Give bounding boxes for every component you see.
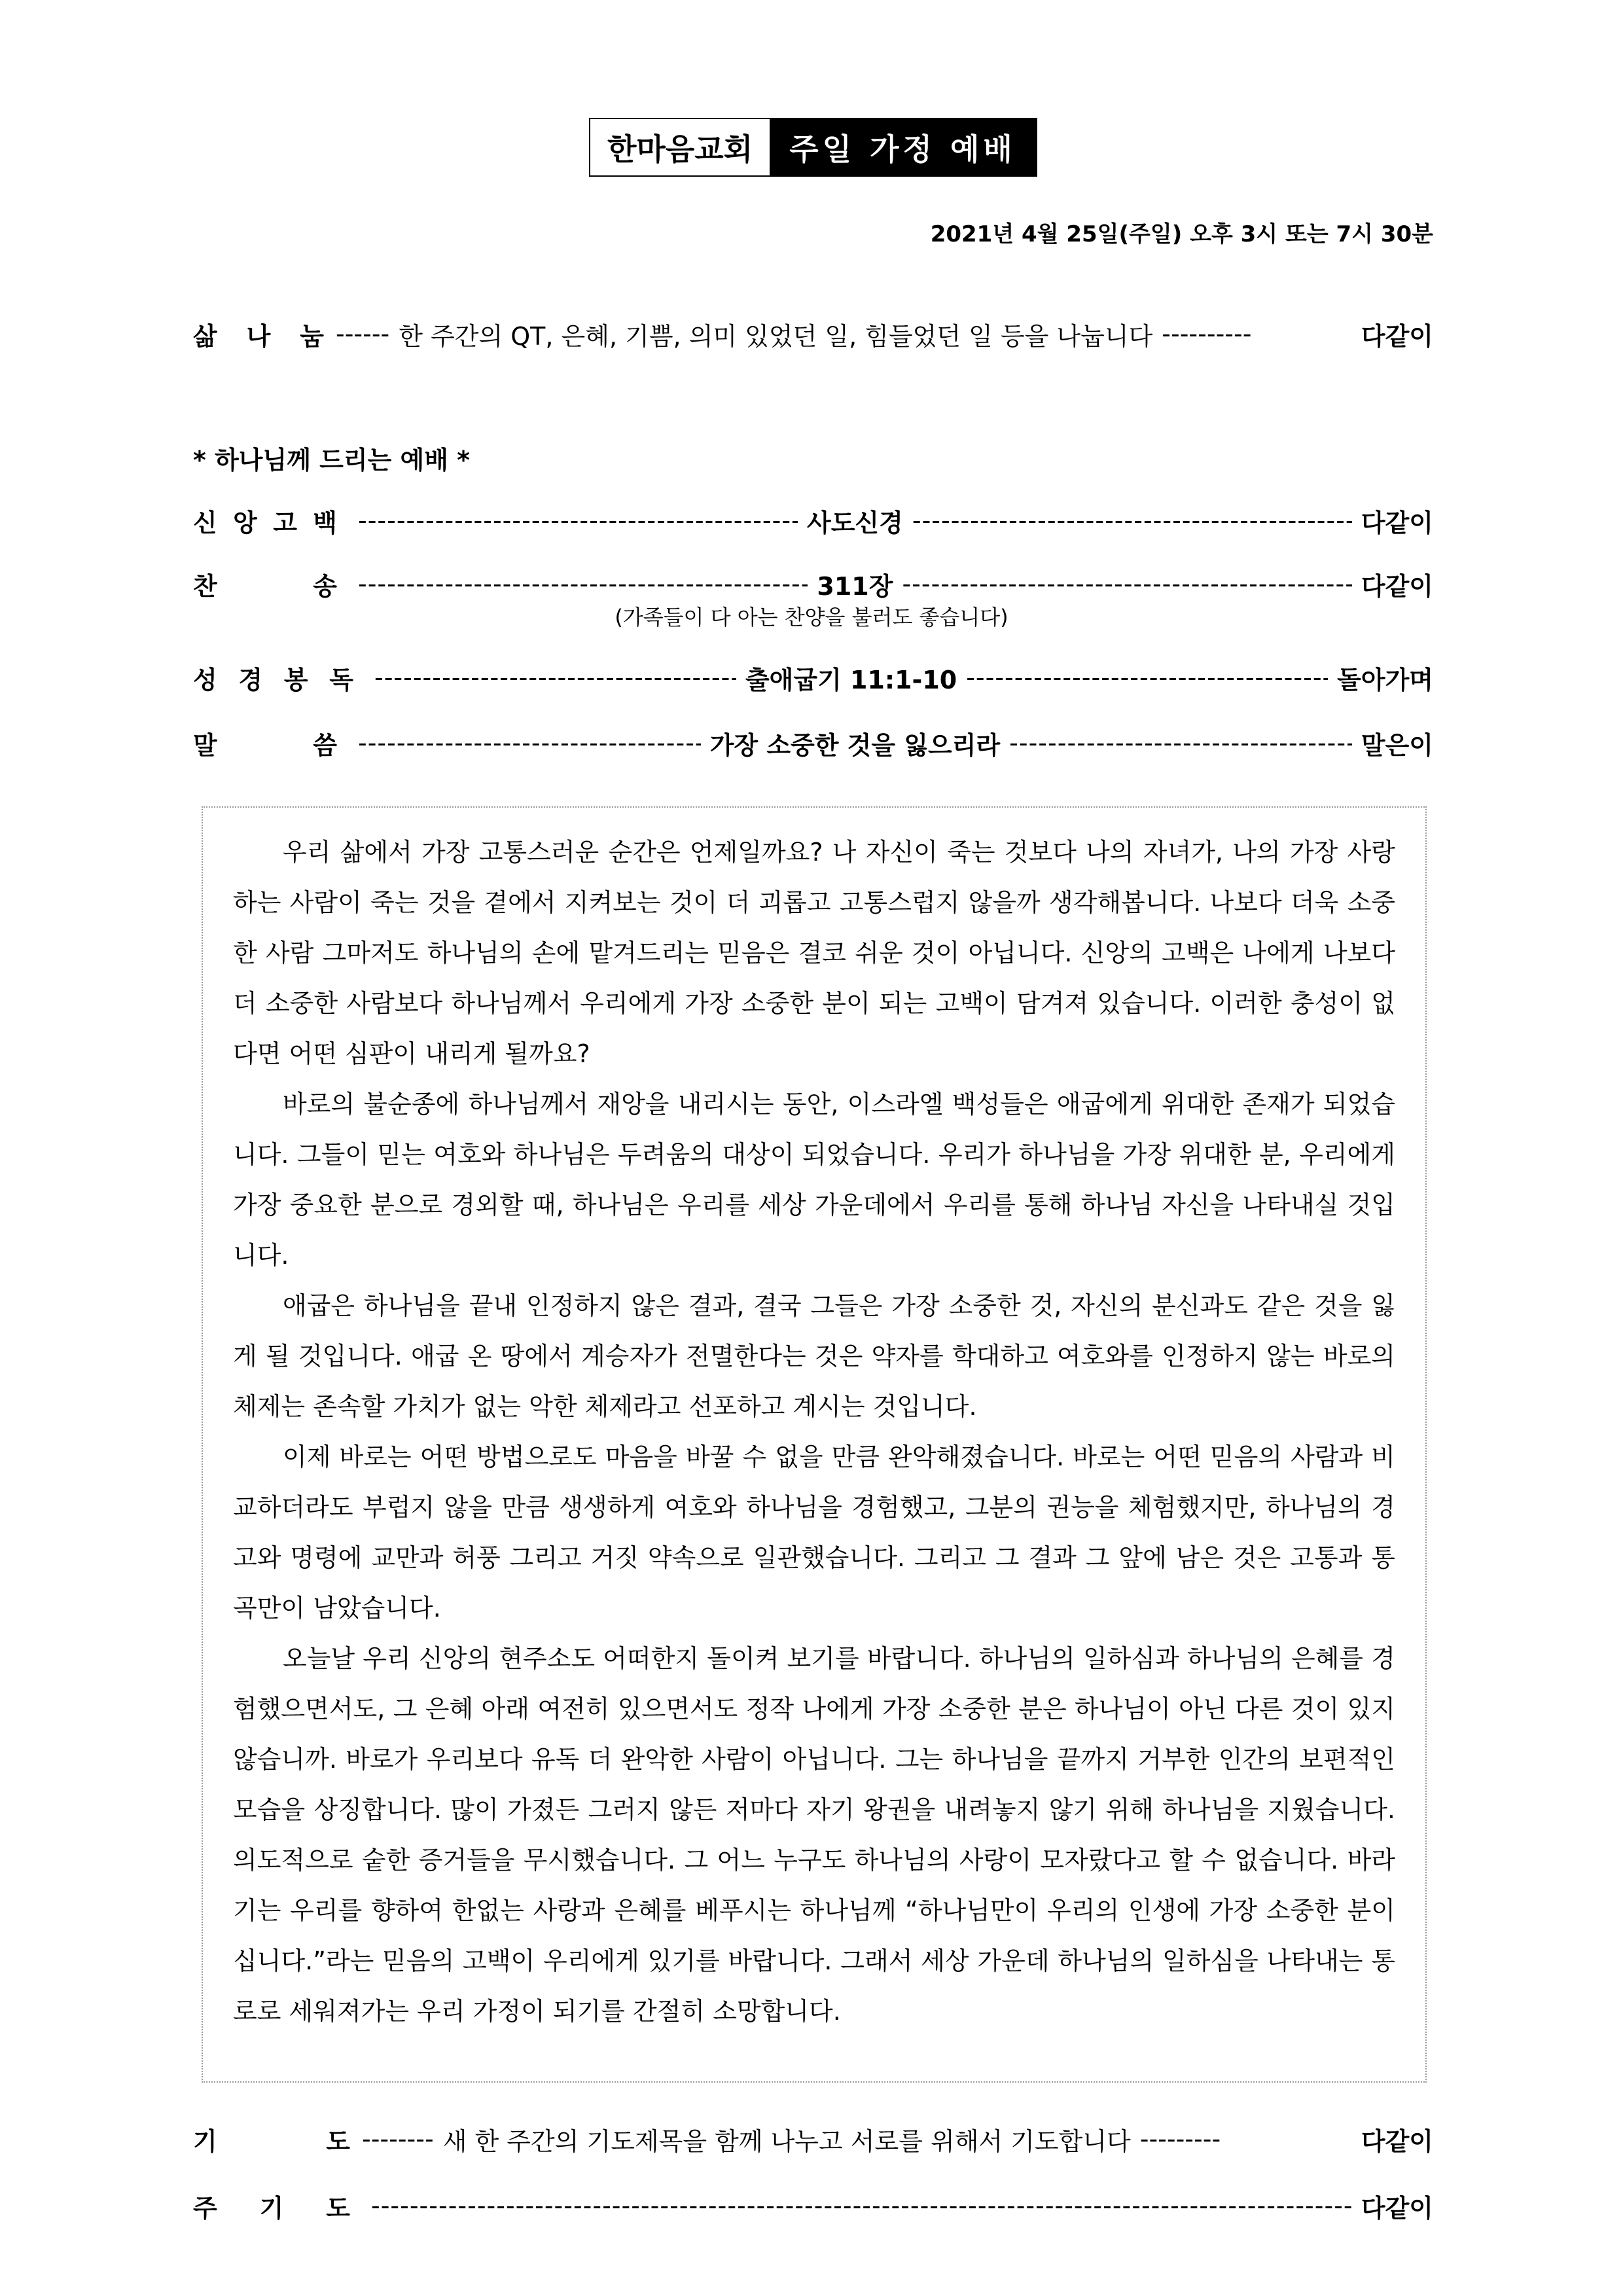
lords-prayer-label: 주 기 도 [193, 2193, 350, 2223]
creed-who: 다같이 [1361, 508, 1433, 537]
church-name: 한마음교회 [590, 119, 770, 175]
prayer-dashes-left: -------- [362, 2125, 434, 2153]
creed-item: 사도신경 [807, 508, 903, 537]
sermon-leader-right [1009, 728, 1352, 757]
sermon-paragraph: 바로의 불순종에 하나님께서 재앙을 내리시는 동안, 이스라엘 백성들은 애굽에게 위대한 존재가 되었습니다. 그들이 믿는 여호와 하나님은 두려움의 대상이 되었습니다. 우리가 하나님을 가장 위대한 분, 우리에게 가장 중요한 분으로 경외할 때, 하나님은 우리를 세상 가운데에서 우리를 통해 하나님 자신을 나타내실 것입니다. [233, 1090, 1395, 1270]
reading-label: 성 경 봉 독 [193, 665, 353, 694]
creed-label: 신 앙 고 백 [193, 508, 337, 537]
prayer-dashes-right: --------- [1139, 2125, 1221, 2153]
sharing-row [193, 314, 1433, 353]
document-title [589, 118, 1037, 177]
hymn-row [193, 564, 1433, 603]
lords-prayer-row [193, 2186, 1433, 2225]
reading-leader-right [966, 663, 1328, 692]
sermon-paragraph: 애굽은 하나님을 끝내 인정하지 않은 결과, 결국 그들은 가장 소중한 것, 자신의 분신과도 같은 것을 잃게 될 것입니다. 애굽 온 땅에서 계승자가 전멸한다는 것은 약자를 학대하고 여호와를 인정하지 않는 바로의 체제는 존속할 가치가 없는 악한 체제라고 선포하고 계시는 것입니다. [233, 1291, 1395, 1421]
prayer-label: 기 도 [193, 2126, 350, 2156]
prayer-text: 새 한 주간의 기도제목을 함께 나누고 서로를 위해서 기도합니다 [442, 2126, 1131, 2156]
reading-leader-left [374, 663, 736, 692]
lords-prayer-who: 다같이 [1361, 2193, 1433, 2223]
sermon-text-box [202, 806, 1427, 2083]
sermon-paragraph: 이제 바로는 어떤 방법으로도 마음을 바꿀 수 없을 만큼 완악해졌습니다. 바로는 어떤 믿음의 사람과 비교하더라도 부럽지 않을 만큼 생생하게 여호와 하나님을 경험했고, 그분의 권능을 체험했지만, 하나님의 경고와 명령에 교만과 허풍 그리고 거짓 약속으로 일관했습니다. 그리고 그 결과 그 앞에 남은 것은 고통과 통곡만이 남았습니다. [233, 1443, 1395, 1623]
sermon-who: 말은이 [1361, 730, 1433, 760]
reading-who: 돌아가며 [1337, 665, 1434, 694]
sermon-paragraph: 우리 삶에서 가장 고통스러운 순간은 언제일까요? 나 자신이 죽는 것보다 나의 자녀가, 나의 가장 사랑하는 사람이 죽는 것을 곁에서 지켜보는 것이 더 괴롭고 고통스럽지 않을까 생각해봅니다. 나보다 더욱 소중한 사람 그마저도 하나님의 손에 맡겨드리는 믿음은 결코 쉬운 것이 아닙니다. 신앙의 고백은 나에게 나보다 더 소중한 사람보다 하나님께서 우리에게 가장 소중한 분이 되는 고백이 담겨져 있습니다. 이러한 충성이 없다면 어떤 심판이 내리게 될까요? [233, 838, 1395, 1068]
hymn-label: 찬 송 [193, 571, 337, 601]
hymn-leader-left [358, 569, 808, 598]
hymn-who: 다같이 [1361, 571, 1433, 601]
sermon-label: 말 씀 [193, 730, 337, 760]
sermon-row [193, 723, 1433, 762]
sharing-dashes-right: ---------- [1162, 319, 1252, 348]
service-name: 주일 가정 예배 [770, 119, 1036, 175]
sermon-leader-left [358, 728, 701, 757]
reading-row [193, 658, 1433, 697]
hymn-leader-right [902, 569, 1351, 598]
hymn-item: 311장 [817, 571, 893, 601]
prayer-who: 다같이 [1361, 2126, 1433, 2156]
prayer-row [193, 2119, 1433, 2159]
sharing-who: 다같이 [1361, 321, 1433, 351]
hymn-note: (가족들이 다 아는 찬양을 불러도 좋습니다) [615, 605, 1008, 630]
creed-leader-right [912, 506, 1352, 535]
creed-row [193, 501, 1433, 540]
sermon-title: 가장 소중한 것을 잃으리라 [709, 730, 1001, 760]
worship-heading: * 하나님께 드리는 예배 * [193, 446, 471, 475]
sharing-dashes-left: ------ [336, 319, 390, 348]
sharing-text: 한 주간의 QT, 은혜, 기쁨, 의미 있었던 일, 힘들었던 일 등을 나눕니다 [399, 321, 1153, 351]
creed-leader-left [358, 506, 798, 535]
reading-item: 출애굽기 11:1-10 [745, 665, 957, 694]
lords-prayer-leader [371, 2191, 1352, 2220]
sharing-label: 삶 나 눔 [193, 321, 324, 351]
service-date: 2021년 4월 25일(주일) 오후 3시 또는 7시 30분 [930, 221, 1433, 247]
sermon-paragraph: 오늘날 우리 신앙의 현주소도 어떠한지 돌이켜 보기를 바랍니다. 하나님의 일하심과 하나님의 은혜를 경험했으면서도, 그 은혜 아래 여전히 있으면서도 정작 나에게 가장 소중한 분은 하나님이 아닌 다른 것이 있지 않습니까. 바로가 우리보다 유독 더 완악한 사람이 아닙니다. 그는 하나님을 끝까지 거부한 인간의 보편적인 모습을 상징합니다. 많이 가졌든 그러지 않든 저마다 자기 왕권을 내려놓지 않기 위해 하나님을 지웠습니다. 의도적으로 숱한 증거들을 무시했습니다. 그 어느 누구도 하나님의 사랑이 모자랐다고 할 수 없습니다. 바라기는 우리를 향하여 한없는 사랑과 은혜를 베푸시는 하나님께 “하나님만이 우리의 인생에 가장 소중한 분이십니다.”라는 믿음의 고백이 우리에게 있기를 바랍니다. 그래서 세상 가운데 하나님의 일하심을 나타내는 통로로 세워져가는 우리 가정이 되기를 간절히 소망합니다. [233, 1644, 1395, 2026]
